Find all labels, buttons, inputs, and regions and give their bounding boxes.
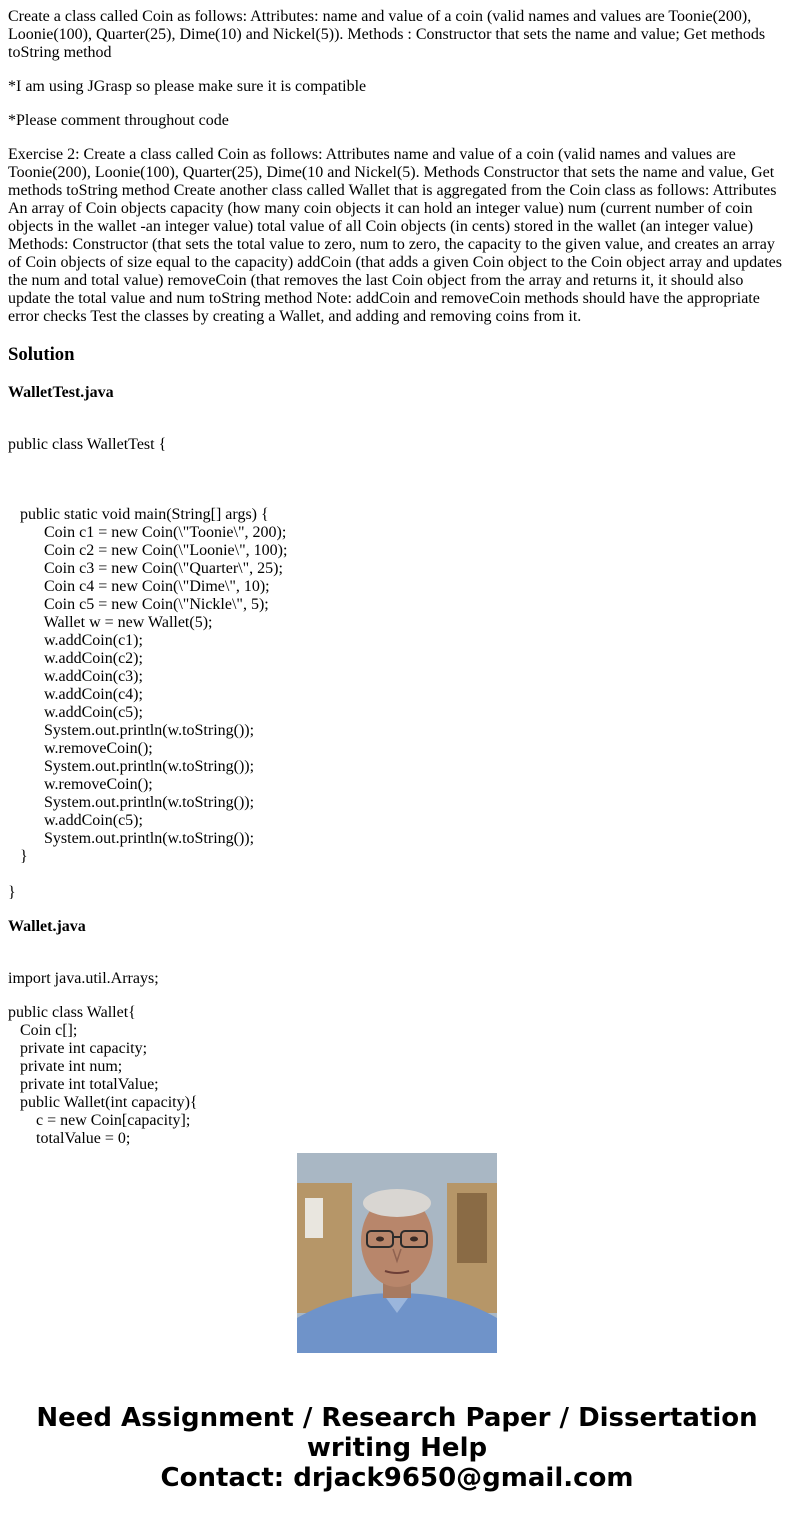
- code-line: }: [8, 884, 16, 901]
- code-line: System.out.println(w.toString());: [8, 830, 255, 847]
- blank-line: [8, 418, 786, 436]
- code-line: private int totalValue;: [8, 1076, 159, 1093]
- note-jgrasp: *I am using JGrasp so please make sure it is compatible: [8, 78, 367, 95]
- note-comment: *Please comment throughout code: [8, 112, 229, 129]
- code-line: [8, 866, 786, 884]
- code-line: w.addCoin(c3);: [8, 668, 143, 685]
- code-line: public static void main(String[] args) {: [8, 506, 269, 523]
- code-line: c = new Coin[capacity];: [8, 1112, 191, 1129]
- solution-heading: Solution: [8, 344, 75, 365]
- promo-line-1: Need Assignment / Research Paper / Dissertation writing Help: [36, 1403, 758, 1463]
- blank-line: [8, 488, 786, 506]
- code-line: Coin c3 = new Coin(\"Quarter\", 25);: [8, 560, 283, 577]
- file-title-wallettest: WalletTest.java: [8, 384, 114, 401]
- exercise-text: Exercise 2: Create a class called Coin as follows: Attributes name and value of a coin (valid names and values are Toonie(200), Loonie(100), Quarter(25), Dime(10 and Nickel(5). Methods Constructor that sets the name and value, Get methods toString method Create another class called Wallet that is aggregated from the Coin class as follows: Attributes An array of Coin objects capacity (how many coin objects it can hold an integer value) num (current number of coin objects in the wallet -an integer value) total value of all Coin objects (in cents) stored in the wallet (an integer value) Methods: Constructor (that sets the total value to zero, num to zero, the capacity to the given value, and creates an array of Coin objects of size equal to the capacity) addCoin (that adds a given Coin object to the Coin object array and updates the num and total value) removeCoin (that removes the last Coin object from the array and returns it, it should also update the total value and num toString method Note: addCoin and removeCoin methods should have the appropriate error checks Test the classes by creating a Wallet, and adding and removing coins from it.: [8, 146, 782, 325]
- code-line: w.addCoin(c1);: [8, 632, 143, 649]
- promo-contact: Contact: drjack9650@gmail.com: [160, 1463, 634, 1493]
- article-content: [8, 0, 786, 1147]
- code-block-wallet-1: [8, 1004, 786, 1148]
- code-line: Coin c2 = new Coin(\"Loonie\", 100);: [8, 542, 288, 559]
- code-line: private int capacity;: [8, 1040, 148, 1057]
- code-line: w.removeCoin();: [8, 740, 153, 757]
- code-line: System.out.println(w.toString());: [8, 794, 255, 811]
- code-line: Coin c4 = new Coin(\"Dime\", 10);: [8, 578, 270, 595]
- code-block-wallettest-0: [8, 418, 786, 454]
- code-line: w.addCoin(c4);: [8, 686, 143, 703]
- code-line: Coin c1 = new Coin(\"Toonie\", 200);: [8, 524, 287, 541]
- code-block-wallet-0: [8, 952, 786, 988]
- code-line: w.addCoin(c5);: [8, 704, 143, 721]
- code-line: totalValue = 0;: [8, 1130, 131, 1147]
- code-line: public class WalletTest {: [8, 436, 167, 453]
- code-line: Coin c[];: [8, 1022, 78, 1039]
- promo-text: [0, 1403, 794, 1493]
- code-line: Coin c5 = new Coin(\"Nickle\", 5);: [8, 596, 269, 613]
- code-line: System.out.println(w.toString());: [8, 758, 255, 775]
- code-line: public class Wallet{: [8, 1004, 136, 1021]
- blank-line: [8, 470, 786, 488]
- code-block-wallettest-1: [8, 470, 786, 902]
- code-line: import java.util.Arrays;: [8, 970, 159, 987]
- code-line: private int num;: [8, 1058, 123, 1075]
- code-line: System.out.println(w.toString());: [8, 722, 255, 739]
- code-line: Wallet w = new Wallet(5);: [8, 614, 213, 631]
- code-line: }: [8, 848, 28, 865]
- file-title-wallet: Wallet.java: [8, 918, 86, 935]
- code-line: w.addCoin(c2);: [8, 650, 143, 667]
- blank-line: [8, 952, 786, 970]
- code-line: public Wallet(int capacity){: [8, 1094, 198, 1111]
- question-intro: Create a class called Coin as follows: Attributes: name and value of a coin (valid names and values are Toonie(200), Loonie(100), Quarter(25), Dime(10) and Nickel(5)). Methods : Constructor that sets the name and value; Get methods toString method: [8, 8, 766, 61]
- avatar: [297, 1153, 497, 1353]
- promo-banner: [0, 1140, 794, 1523]
- portrait-image: [297, 1153, 497, 1353]
- code-line: w.removeCoin();: [8, 776, 153, 793]
- code-line: w.addCoin(c5);: [8, 812, 143, 829]
